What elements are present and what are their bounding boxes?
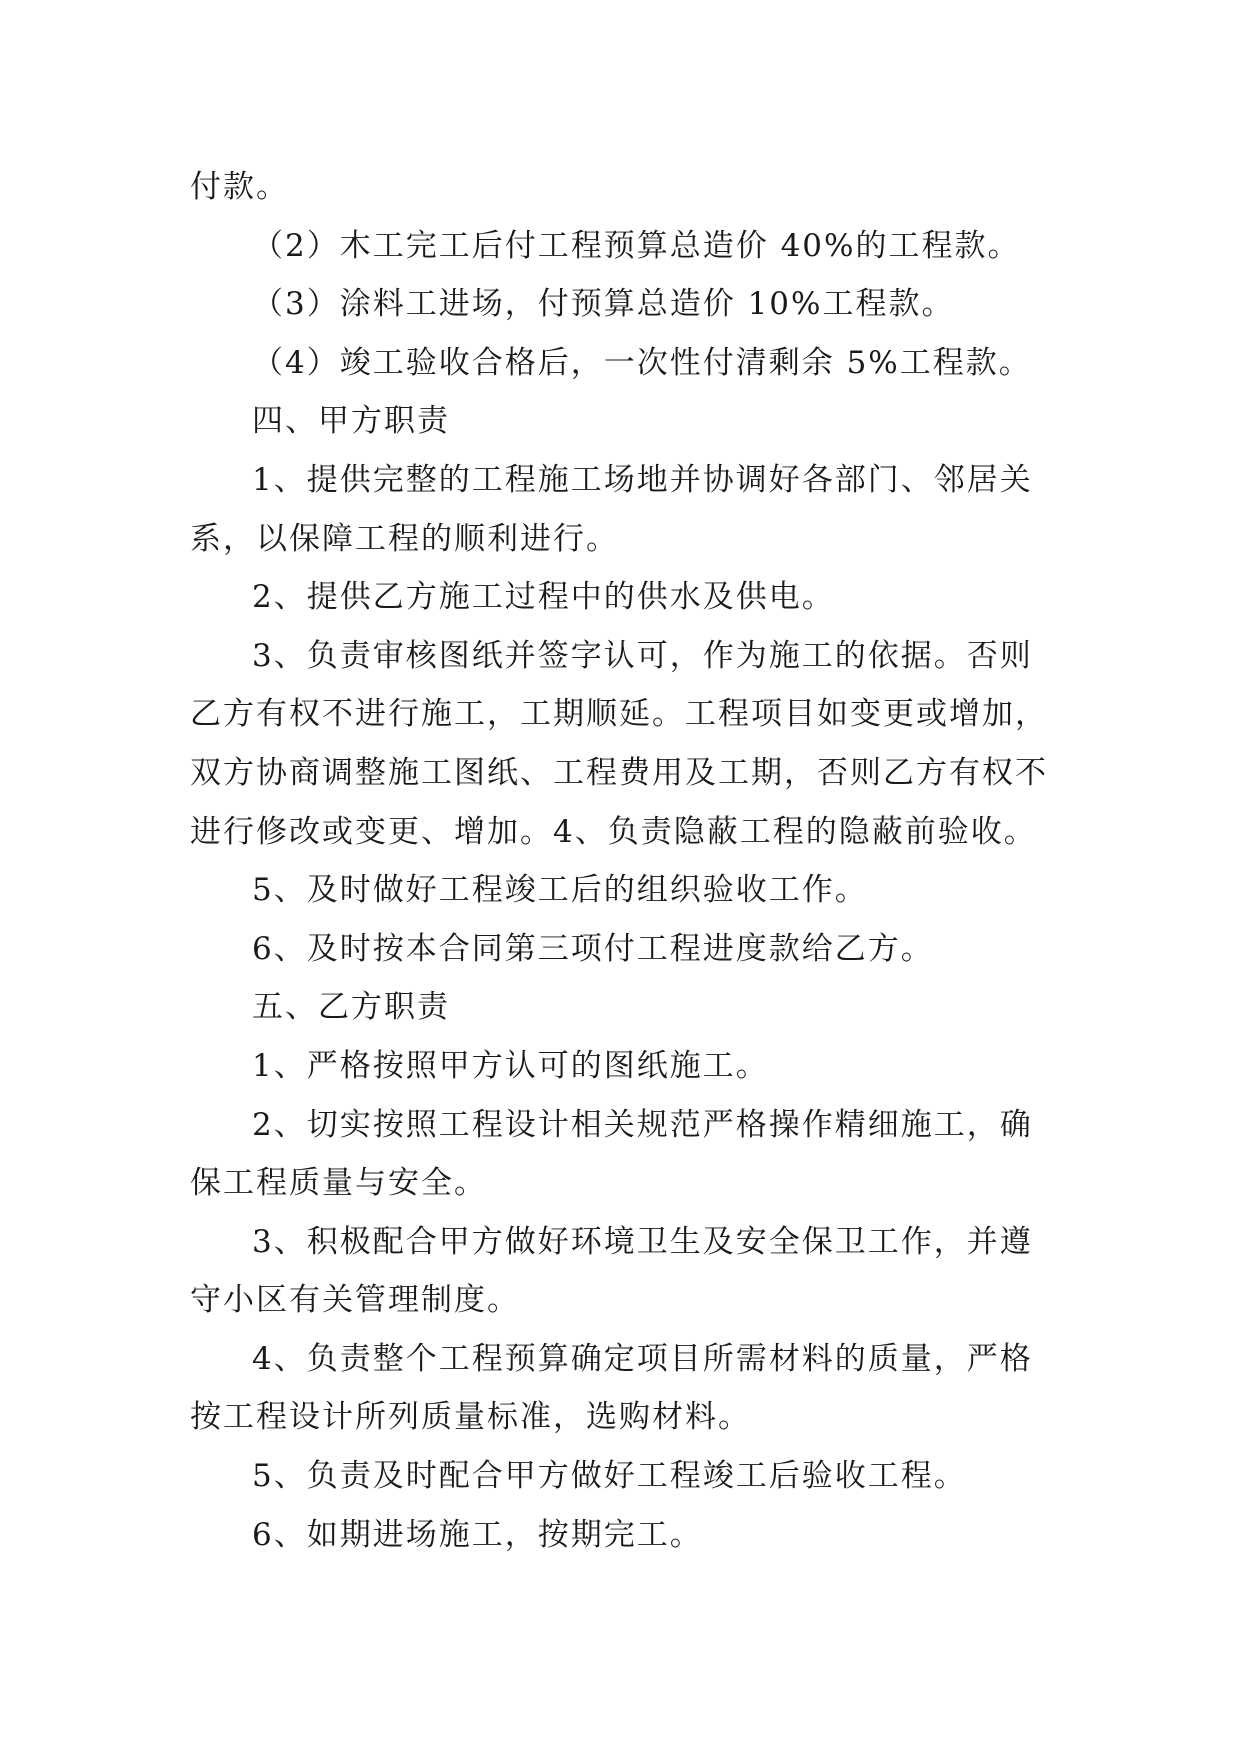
text-line: 付款。: [190, 169, 289, 205]
text-line: 系，以保障工程的顺利进行。: [190, 520, 619, 557]
text-line: 保工程质量与安全。: [190, 1165, 487, 1202]
text-line: 6、及时按本合同第三项付工程进度款给乙方。: [252, 930, 934, 967]
section-heading: 五、乙方职责: [252, 989, 450, 1026]
text-line: 2、切实按照工程设计相关规范严格操作精细施工，确: [252, 1106, 1033, 1143]
text-line: （2）木工完工后付工程预算总造价 40%的工程款。: [252, 227, 1021, 264]
text-line: 守小区有关管理制度。: [190, 1282, 520, 1319]
text-line: 1、严格按照甲方认可的图纸施工。: [252, 1047, 769, 1084]
text-line: 5、及时做好工程竣工后的组织验收工作。: [252, 872, 868, 909]
text-line: 2、提供乙方施工过程中的供水及供电。: [252, 579, 835, 616]
text-line: 3、负责审核图纸并签字认可，作为施工的依据。否则: [252, 637, 1033, 674]
text-line: 双方协商调整施工图纸、工程费用及工期，否则乙方有权不: [190, 754, 1048, 791]
text-line: 3、积极配合甲方做好环境卫生及安全保卫工作，并遵: [252, 1223, 1033, 1260]
text-line: 4、负责整个工程预算确定项目所需材料的质量，严格: [252, 1340, 1033, 1377]
document-body: [190, 158, 1070, 1564]
text-line: 6、如期进场施工，按期完工。: [252, 1516, 703, 1553]
text-line: 按工程设计所列质量标准，选购材料。: [190, 1399, 751, 1436]
text-line: 进行修改或变更、增加。4、负责隐蔽工程的隐蔽前验收。: [190, 813, 1037, 850]
text-line: 1、提供完整的工程施工场地并协调好各部门、邻居关: [252, 461, 1033, 498]
text-line: 乙方有权不进行施工，工期顺延。工程项目如变更或增加，: [190, 696, 1048, 733]
text-line: （3）涂料工进场，付预算总造价 10%工程款。: [252, 286, 955, 323]
text-line: 5、负责及时配合甲方做好工程竣工后验收工程。: [252, 1458, 967, 1495]
section-heading: 四、甲方职责: [252, 403, 450, 440]
text-line: （4）竣工验收合格后，一次性付清剩余 5%工程款。: [252, 344, 1032, 381]
